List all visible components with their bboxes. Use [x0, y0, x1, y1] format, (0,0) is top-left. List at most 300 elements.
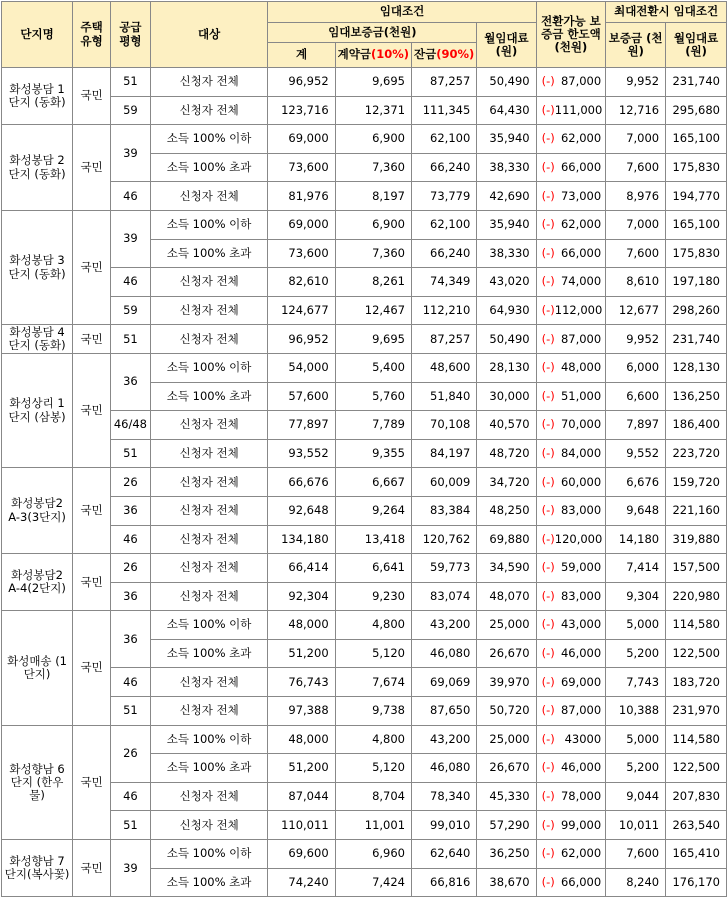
- target-cell: 신청자 전체: [150, 182, 268, 211]
- header-conversion-limit: 전환가능 보증금 한도액(천원): [536, 2, 606, 68]
- max-deposit-cell: 9,552: [606, 439, 666, 468]
- conversion-limit-cell: [536, 811, 606, 840]
- balance-cell: 73,779: [412, 182, 477, 211]
- housing-type: 국민: [73, 554, 111, 611]
- target-cell: 신청자 전체: [150, 496, 268, 525]
- max-rent-cell: 165,410: [666, 840, 727, 869]
- target-cell: 소득 100% 초과: [150, 382, 268, 411]
- max-rent-cell: 221,160: [666, 496, 727, 525]
- minus-sign: (-): [541, 417, 555, 432]
- target-cell: 신청자 전체: [150, 582, 268, 611]
- table-row: [2, 697, 727, 726]
- down-payment-cell: 12,371: [335, 96, 411, 125]
- max-deposit-cell: 14,180: [606, 525, 666, 554]
- complex-name: 화성향남 7단지(복사꽃): [2, 840, 73, 897]
- conversion-limit-cell: [536, 210, 606, 239]
- conversion-limit-cell: [536, 525, 606, 554]
- conversion-limit-value: 87,000: [560, 74, 602, 89]
- table-row: [2, 439, 727, 468]
- max-rent-cell: 157,500: [666, 554, 727, 583]
- supply-size: 36: [111, 611, 151, 668]
- down-payment-cell: 8,261: [335, 268, 411, 297]
- balance-cell: 74,349: [412, 268, 477, 297]
- deposit-total-cell: 76,743: [268, 668, 335, 697]
- target-cell: 신청자 전체: [150, 554, 268, 583]
- deposit-total-cell: 74,240: [268, 868, 335, 897]
- monthly-rent-cell: 48,250: [477, 496, 536, 525]
- max-rent-cell: 220,980: [666, 582, 727, 611]
- conversion-limit-cell: [536, 439, 606, 468]
- conversion-limit-cell: [536, 125, 606, 154]
- max-rent-cell: 231,740: [666, 325, 727, 354]
- conversion-limit-cell: [536, 182, 606, 211]
- max-deposit-cell: 6,600: [606, 382, 666, 411]
- minus-sign: (-): [541, 331, 555, 346]
- monthly-rent-cell: 36,250: [477, 840, 536, 869]
- deposit-total-cell: 110,011: [268, 811, 335, 840]
- target-cell: 신청자 전체: [150, 296, 268, 325]
- housing-type: 국민: [73, 725, 111, 839]
- balance-cell: 43,200: [412, 611, 477, 640]
- max-deposit-cell: 10,388: [606, 697, 666, 726]
- header-max-rent: 월임대료 (원): [666, 23, 727, 68]
- header-lease-terms: 임대조건: [268, 2, 536, 23]
- target-cell: 신청자 전체: [150, 68, 268, 97]
- target-cell: 신청자 전체: [150, 697, 268, 726]
- max-deposit-cell: 10,011: [606, 811, 666, 840]
- target-cell: 소득 100% 초과: [150, 868, 268, 897]
- target-cell: 소득 100% 초과: [150, 754, 268, 783]
- minus-sign: (-): [541, 674, 555, 689]
- housing-type: 국민: [73, 611, 111, 725]
- deposit-total-cell: 87,044: [268, 782, 335, 811]
- max-rent-cell: 183,720: [666, 668, 727, 697]
- deposit-total-cell: 51,200: [268, 639, 335, 668]
- deposit-total-cell: 97,388: [268, 697, 335, 726]
- conversion-limit-cell: [536, 840, 606, 869]
- down-payment-cell: 7,424: [335, 868, 411, 897]
- minus-sign: (-): [541, 388, 555, 403]
- header-total: 계: [268, 43, 335, 68]
- conversion-limit-cell: [536, 639, 606, 668]
- minus-sign: (-): [541, 245, 555, 260]
- balance-cell: 83,384: [412, 496, 477, 525]
- minus-sign: (-): [541, 817, 555, 832]
- table-body: [2, 68, 727, 897]
- lease-terms-table: [1, 1, 727, 897]
- housing-type: 국민: [73, 468, 111, 554]
- table-row: [2, 725, 727, 754]
- supply-size: 46: [111, 268, 151, 297]
- monthly-rent-cell: 26,670: [477, 639, 536, 668]
- max-deposit-cell: 8,240: [606, 868, 666, 897]
- monthly-rent-cell: 50,720: [477, 697, 536, 726]
- conversion-limit-cell: [536, 554, 606, 583]
- max-deposit-cell: 6,676: [606, 468, 666, 497]
- target-cell: 소득 100% 이하: [150, 210, 268, 239]
- supply-size: 39: [111, 210, 151, 267]
- table-row: [2, 125, 727, 154]
- monthly-rent-cell: 30,000: [477, 382, 536, 411]
- conversion-limit-value: 70,000: [560, 417, 602, 432]
- supply-size: 26: [111, 468, 151, 497]
- deposit-total-cell: 82,610: [268, 268, 335, 297]
- target-cell: 소득 100% 이하: [150, 725, 268, 754]
- conversion-limit-cell: [536, 296, 606, 325]
- conversion-limit-value: 46,000: [560, 646, 602, 661]
- complex-name: 화성봉담2 A-3(3단지): [2, 468, 73, 554]
- supply-size: 51: [111, 439, 151, 468]
- conversion-limit-value: 46,000: [560, 760, 602, 775]
- conversion-limit-value: 83,000: [560, 503, 602, 518]
- max-deposit-cell: 9,952: [606, 325, 666, 354]
- max-rent-cell: 128,130: [666, 353, 727, 382]
- balance-cell: 99,010: [412, 811, 477, 840]
- conversion-limit-cell: [536, 868, 606, 897]
- monthly-rent-cell: 43,020: [477, 268, 536, 297]
- header-down-payment: [335, 43, 411, 68]
- max-rent-cell: 263,540: [666, 811, 727, 840]
- balance-cell: 78,340: [412, 782, 477, 811]
- target-cell: 신청자 전체: [150, 439, 268, 468]
- balance-cell: 43,200: [412, 725, 477, 754]
- header-target: 대상: [150, 2, 268, 68]
- down-payment-cell: 7,360: [335, 239, 411, 268]
- deposit-total-cell: 69,000: [268, 125, 335, 154]
- max-rent-cell: 176,170: [666, 868, 727, 897]
- down-payment-cell: 8,197: [335, 182, 411, 211]
- target-cell: 소득 100% 초과: [150, 639, 268, 668]
- target-cell: 신청자 전체: [150, 525, 268, 554]
- conversion-limit-value: 43,000: [560, 617, 602, 632]
- conversion-limit-value: 69,000: [560, 674, 602, 689]
- supply-size: 46: [111, 525, 151, 554]
- supply-size: 51: [111, 811, 151, 840]
- conversion-limit-cell: [536, 68, 606, 97]
- deposit-total-cell: 73,600: [268, 153, 335, 182]
- table-row: [2, 811, 727, 840]
- table-row: [2, 96, 727, 125]
- supply-size: 46: [111, 782, 151, 811]
- max-rent-cell: 223,720: [666, 439, 727, 468]
- minus-sign: (-): [541, 560, 555, 575]
- conversion-limit-cell: [536, 754, 606, 783]
- max-deposit-cell: 7,743: [606, 668, 666, 697]
- monthly-rent-cell: 26,670: [477, 754, 536, 783]
- max-deposit-cell: 9,648: [606, 496, 666, 525]
- conversion-limit-value: 51,000: [560, 388, 602, 403]
- balance-label: 잔금: [414, 47, 437, 62]
- conversion-limit-cell: [536, 96, 606, 125]
- balance-cell: 87,650: [412, 697, 477, 726]
- max-rent-cell: 175,830: [666, 239, 727, 268]
- max-deposit-cell: 8,976: [606, 182, 666, 211]
- conversion-limit-cell: [536, 725, 606, 754]
- conversion-limit-value: 84,000: [560, 445, 602, 460]
- target-cell: 소득 100% 이하: [150, 840, 268, 869]
- down-payment-cell: 9,230: [335, 582, 411, 611]
- deposit-total-cell: 54,000: [268, 353, 335, 382]
- conversion-limit-cell: [536, 782, 606, 811]
- down-payment-cell: 6,641: [335, 554, 411, 583]
- target-cell: 신청자 전체: [150, 782, 268, 811]
- deposit-total-cell: 73,600: [268, 239, 335, 268]
- balance-cell: 46,080: [412, 754, 477, 783]
- target-cell: 소득 100% 초과: [150, 153, 268, 182]
- conversion-limit-cell: [536, 325, 606, 354]
- conversion-limit-cell: [536, 411, 606, 440]
- target-cell: 소득 100% 이하: [150, 125, 268, 154]
- minus-sign: (-): [541, 874, 555, 889]
- complex-name: 화성봉담 4단지 (동화): [2, 325, 73, 354]
- max-deposit-cell: 5,200: [606, 639, 666, 668]
- down-payment-cell: 9,264: [335, 496, 411, 525]
- deposit-total-cell: 81,976: [268, 182, 335, 211]
- monthly-rent-cell: 40,570: [477, 411, 536, 440]
- supply-size: 59: [111, 96, 151, 125]
- table-row: [2, 296, 727, 325]
- target-cell: 신청자 전체: [150, 411, 268, 440]
- conversion-limit-cell: [536, 268, 606, 297]
- supply-size: 51: [111, 325, 151, 354]
- header-complex: 단지명: [2, 2, 73, 68]
- minus-sign: (-): [541, 789, 555, 804]
- max-deposit-cell: 7,600: [606, 153, 666, 182]
- down-payment-cell: 7,789: [335, 411, 411, 440]
- monthly-rent-cell: 50,490: [477, 325, 536, 354]
- down-payment-cell: 13,418: [335, 525, 411, 554]
- conversion-limit-cell: [536, 697, 606, 726]
- balance-cell: 59,773: [412, 554, 477, 583]
- max-rent-cell: 114,580: [666, 725, 727, 754]
- max-deposit-cell: 6,000: [606, 353, 666, 382]
- down-payment-cell: 8,704: [335, 782, 411, 811]
- conversion-limit-value: 59,000: [560, 560, 602, 575]
- supply-size: 46: [111, 182, 151, 211]
- max-deposit-cell: 12,716: [606, 96, 666, 125]
- down-payment-cell: 5,120: [335, 639, 411, 668]
- down-payment-cell: 7,360: [335, 153, 411, 182]
- down-payment-cell: 9,738: [335, 697, 411, 726]
- monthly-rent-cell: 28,130: [477, 353, 536, 382]
- table-row: [2, 68, 727, 97]
- monthly-rent-cell: 48,070: [477, 582, 536, 611]
- complex-name: 화성봉담 3단지 (동화): [2, 210, 73, 324]
- down-payment-cell: 4,800: [335, 611, 411, 640]
- monthly-rent-cell: 25,000: [477, 611, 536, 640]
- supply-size: 36: [111, 353, 151, 410]
- balance-cell: 87,257: [412, 325, 477, 354]
- deposit-total-cell: 66,414: [268, 554, 335, 583]
- conversion-limit-value: 62,000: [560, 131, 602, 146]
- conversion-limit-cell: [536, 153, 606, 182]
- monthly-rent-cell: 35,940: [477, 210, 536, 239]
- balance-cell: 62,640: [412, 840, 477, 869]
- conversion-limit-value: 62,000: [560, 846, 602, 861]
- table-row: [2, 668, 727, 697]
- supply-size: 46: [111, 668, 151, 697]
- minus-sign: (-): [541, 646, 555, 661]
- housing-type: 국민: [73, 353, 111, 467]
- monthly-rent-cell: 39,970: [477, 668, 536, 697]
- max-deposit-cell: 7,414: [606, 554, 666, 583]
- max-rent-cell: 165,100: [666, 125, 727, 154]
- table-row: [2, 554, 727, 583]
- conversion-limit-cell: [536, 668, 606, 697]
- max-deposit-cell: 7,600: [606, 239, 666, 268]
- max-rent-cell: 319,880: [666, 525, 727, 554]
- balance-cell: 66,816: [412, 868, 477, 897]
- max-deposit-cell: 7,897: [606, 411, 666, 440]
- balance-cell: 84,197: [412, 439, 477, 468]
- max-deposit-cell: 12,677: [606, 296, 666, 325]
- table-row: [2, 525, 727, 554]
- minus-sign: (-): [541, 102, 555, 117]
- complex-name: 화성봉담 1단지 (동화): [2, 68, 73, 125]
- down-payment-cell: 9,695: [335, 325, 411, 354]
- monthly-rent-cell: 38,670: [477, 868, 536, 897]
- target-cell: 신청자 전체: [150, 668, 268, 697]
- conversion-limit-value: 111,000: [554, 102, 603, 117]
- conversion-limit-value: 78,000: [560, 789, 602, 804]
- down-payment-cell: 11,001: [335, 811, 411, 840]
- monthly-rent-cell: 50,490: [477, 68, 536, 97]
- table-row: [2, 325, 727, 354]
- balance-cell: 87,257: [412, 68, 477, 97]
- complex-name: 화성봉담 2단지 (동화): [2, 125, 73, 211]
- conversion-limit-value: 83,000: [560, 588, 602, 603]
- conversion-limit-value: 62,000: [560, 217, 602, 232]
- housing-type: 국민: [73, 125, 111, 211]
- deposit-total-cell: 57,600: [268, 382, 335, 411]
- down-payment-cell: 6,900: [335, 210, 411, 239]
- max-rent-cell: 231,970: [666, 697, 727, 726]
- deposit-total-cell: 123,716: [268, 96, 335, 125]
- target-cell: 신청자 전체: [150, 325, 268, 354]
- minus-sign: (-): [541, 159, 555, 174]
- balance-cell: 120,762: [412, 525, 477, 554]
- conversion-limit-value: 66,000: [560, 159, 602, 174]
- down-payment-cell: 5,120: [335, 754, 411, 783]
- target-cell: 신청자 전체: [150, 268, 268, 297]
- balance-pct: (90%): [436, 47, 475, 62]
- monthly-rent-cell: 35,940: [477, 125, 536, 154]
- conversion-limit-value: 43000: [564, 731, 602, 746]
- conversion-limit-value: 73,000: [560, 188, 602, 203]
- header-supply-size: 공급 평형: [111, 2, 151, 68]
- down-payment-cell: 7,674: [335, 668, 411, 697]
- target-cell: 소득 100% 이하: [150, 353, 268, 382]
- max-rent-cell: 175,830: [666, 153, 727, 182]
- down-payment-cell: 9,695: [335, 68, 411, 97]
- conversion-limit-cell: [536, 468, 606, 497]
- monthly-rent-cell: 34,590: [477, 554, 536, 583]
- conversion-limit-value: 112,000: [554, 302, 603, 317]
- deposit-total-cell: 66,676: [268, 468, 335, 497]
- max-rent-cell: 197,180: [666, 268, 727, 297]
- table-row: [2, 182, 727, 211]
- deposit-total-cell: 51,200: [268, 754, 335, 783]
- supply-size: 36: [111, 496, 151, 525]
- max-rent-cell: 122,500: [666, 754, 727, 783]
- target-cell: 신청자 전체: [150, 811, 268, 840]
- max-deposit-cell: 7,000: [606, 125, 666, 154]
- minus-sign: (-): [541, 531, 555, 546]
- balance-cell: 48,600: [412, 353, 477, 382]
- target-cell: 소득 100% 초과: [150, 239, 268, 268]
- deposit-total-cell: 77,897: [268, 411, 335, 440]
- max-deposit-cell: 7,000: [606, 210, 666, 239]
- max-deposit-cell: 9,304: [606, 582, 666, 611]
- minus-sign: (-): [541, 445, 555, 460]
- minus-sign: (-): [541, 131, 555, 146]
- conversion-limit-value: 66,000: [560, 874, 602, 889]
- conversion-limit-value: 66,000: [560, 245, 602, 260]
- deposit-total-cell: 92,648: [268, 496, 335, 525]
- table-row: [2, 496, 727, 525]
- conversion-limit-cell: [536, 353, 606, 382]
- max-rent-cell: 194,770: [666, 182, 727, 211]
- max-deposit-cell: 5,000: [606, 611, 666, 640]
- minus-sign: (-): [541, 617, 555, 632]
- deposit-total-cell: 92,304: [268, 582, 335, 611]
- minus-sign: (-): [541, 302, 555, 317]
- header-housing-type: 주택 유형: [73, 2, 111, 68]
- minus-sign: (-): [541, 760, 555, 775]
- max-rent-cell: 159,720: [666, 468, 727, 497]
- complex-name: 화성봉담2 A-4(2단지): [2, 554, 73, 611]
- max-rent-cell: 295,680: [666, 96, 727, 125]
- monthly-rent-cell: 48,720: [477, 439, 536, 468]
- max-rent-cell: 298,260: [666, 296, 727, 325]
- max-deposit-cell: 8,610: [606, 268, 666, 297]
- deposit-total-cell: 96,952: [268, 68, 335, 97]
- supply-size: 26: [111, 554, 151, 583]
- monthly-rent-cell: 64,930: [477, 296, 536, 325]
- max-rent-cell: 186,400: [666, 411, 727, 440]
- max-rent-cell: 231,740: [666, 68, 727, 97]
- balance-cell: 111,345: [412, 96, 477, 125]
- balance-cell: 66,240: [412, 153, 477, 182]
- monthly-rent-cell: 69,880: [477, 525, 536, 554]
- down-payment-cell: 5,760: [335, 382, 411, 411]
- down-payment-pct: (10%): [370, 47, 410, 62]
- complex-name: 화성매송 (1단지): [2, 611, 73, 725]
- table-row: [2, 210, 727, 239]
- table-row: [2, 411, 727, 440]
- max-deposit-cell: 9,952: [606, 68, 666, 97]
- down-payment-cell: 9,355: [335, 439, 411, 468]
- down-payment-cell: 6,667: [335, 468, 411, 497]
- balance-cell: 112,210: [412, 296, 477, 325]
- target-cell: 소득 100% 이하: [150, 611, 268, 640]
- conversion-limit-value: 48,000: [560, 360, 602, 375]
- max-deposit-cell: 5,000: [606, 725, 666, 754]
- monthly-rent-cell: 64,430: [477, 96, 536, 125]
- conversion-limit-cell: [536, 239, 606, 268]
- housing-type: 국민: [73, 840, 111, 897]
- supply-size: 46/48: [111, 411, 151, 440]
- minus-sign: (-): [541, 703, 555, 718]
- conversion-limit-cell: [536, 496, 606, 525]
- minus-sign: (-): [541, 74, 555, 89]
- down-payment-cell: 6,960: [335, 840, 411, 869]
- deposit-total-cell: 48,000: [268, 611, 335, 640]
- minus-sign: (-): [541, 503, 555, 518]
- balance-cell: 83,074: [412, 582, 477, 611]
- minus-sign: (-): [541, 731, 555, 746]
- max-rent-cell: 136,250: [666, 382, 727, 411]
